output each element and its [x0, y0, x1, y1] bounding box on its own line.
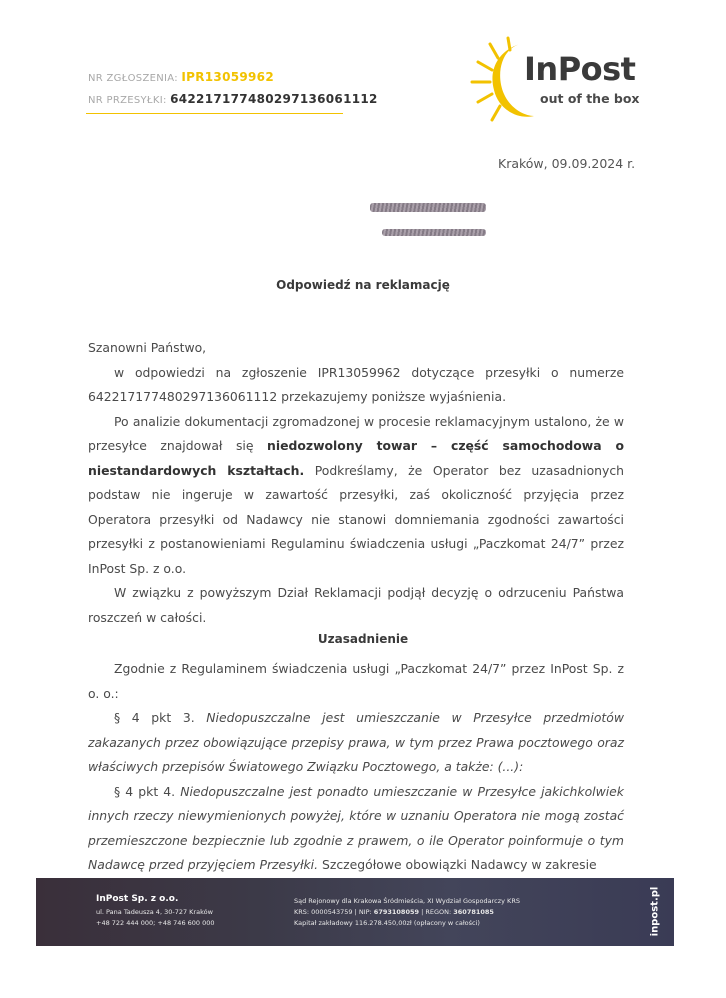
paragraph-1: w odpowiedzi na zgłoszenie IPR13059962 dotyczące przesyłki o numerze 642217177480297136061112 przekazujemy poniższe wyjaśnienia.: [88, 364, 624, 404]
footer-site-box: [640, 884, 670, 942]
justification-intro: Zgodnie z Regulaminem świadczenia usługi „Paczkomat 24/7” przez InPost Sp. z o. o.:: [88, 661, 624, 701]
rule-4-4-ref: § 4 pkt 4.: [114, 783, 181, 799]
footer-site: inpost.pl: [649, 886, 661, 937]
place-date: Kraków, 09.09.2024 r.: [498, 156, 636, 171]
rule-4-3-text: Niedopuszczalne jest umieszczanie w Przesyłce przedmiotów zakazanych przez obowiązujące przepisy prawa, w tym przez Prawa pocztowego oraz właściwych przepisów Światowego Związku Pocztowego, a także: (...):: [88, 710, 624, 774]
footer-address: ul. Pana Tadeusza 4, 30-727 Kraków: [96, 908, 213, 916]
header-divider: [86, 113, 343, 114]
parcel-number-value: 642217177480297136061112: [170, 92, 378, 106]
paragraph-2-text-a: Po analizie dokumentacji zgromadzonej w procesie reklamacyjnym ustalono, że w przesyłce znajdował się: [88, 413, 624, 453]
claim-number-line: [88, 70, 274, 84]
rule-4-3-ref: § 4 pkt 3.: [114, 710, 207, 725]
inpost-logo: [468, 36, 648, 126]
footer-regon: 360781085: [453, 908, 494, 916]
rule-4-4-text: Niedopuszczalne jest ponadto umieszczanie w Przesyłce jakichkolwiek innych rzeczy niewymienionych powyżej, które w uznaniu Operatora nie mogą zostać przemieszczone bezpiecznie lub zgodnie z prawem, o ile Operator poinformuje o tym Nadawcę przed przyjęciem Przesyłki.: [88, 783, 624, 872]
rule-4-4-tail: Szczegółowe obowiązki Nadawcy w zakresie: [318, 857, 597, 872]
letter-title: Odpowiedź na reklamację: [276, 278, 450, 292]
footer-phones: +48 722 444 000; +48 746 600 000: [96, 919, 215, 927]
footer-registry: [294, 907, 494, 918]
footer-company: InPost Sp. z o.o.: [96, 894, 179, 904]
justification-body: [88, 657, 624, 878]
paragraph-2: [88, 410, 624, 582]
footer-nip: 6793108059: [373, 908, 420, 916]
footer-regon-label: | REGON:: [419, 908, 454, 916]
footer-krs-label: KRS: 0000543759 | NIP:: [294, 908, 374, 916]
paragraph-2-text-b: Podkreślamy, że Operator bez uzasadnionych podstaw nie ingeruje w zawartość przesyłki, zaś okoliczność przyjęcia przez Operatora przesyłki od Nadawcy nie stanowi domniemania zgodności zawartości przesyłki z postanowieniami Regulaminu świadczenia usługi „Paczkomat 24/7” przez InPost Sp. z o.o.: [88, 462, 624, 576]
claim-number-label: NR ZGŁOSZENIA:: [88, 73, 178, 84]
rule-4-4: [88, 780, 624, 878]
paragraph-3: W związku z powyższym Dział Reklamacji podjął decyzję o odrzuceniu Państwa roszczeń w całości.: [88, 585, 624, 625]
footer-capital: Kapitał zakładowy 116.278.450,00zł (opłacony w całości): [294, 919, 480, 927]
letter-body: [88, 336, 624, 630]
parcel-number-label: NR PRZESYŁKI:: [88, 95, 167, 106]
rule-4-3: [88, 706, 624, 780]
logo-tagline: out of the box: [540, 91, 640, 106]
redacted-recipient-line-1: [370, 203, 486, 212]
section-title: Uzasadnienie: [317, 632, 409, 646]
claim-number-value: IPR13059962: [181, 70, 274, 84]
logo-brand: InPost: [524, 50, 636, 88]
redacted-recipient-line-2: [382, 229, 486, 236]
parcel-number-line: [88, 92, 378, 106]
greeting: Szanowni Państwo,: [88, 340, 207, 355]
footer-court: Sąd Rejonowy dla Krakowa Śródmieścia, XI Wydział Gospodarczy KRS: [294, 897, 520, 905]
paragraph-2-bold: niedozwolony towar – część samochodowa o niestandardowych kształtach.: [88, 438, 624, 478]
company-footer: [36, 878, 674, 946]
